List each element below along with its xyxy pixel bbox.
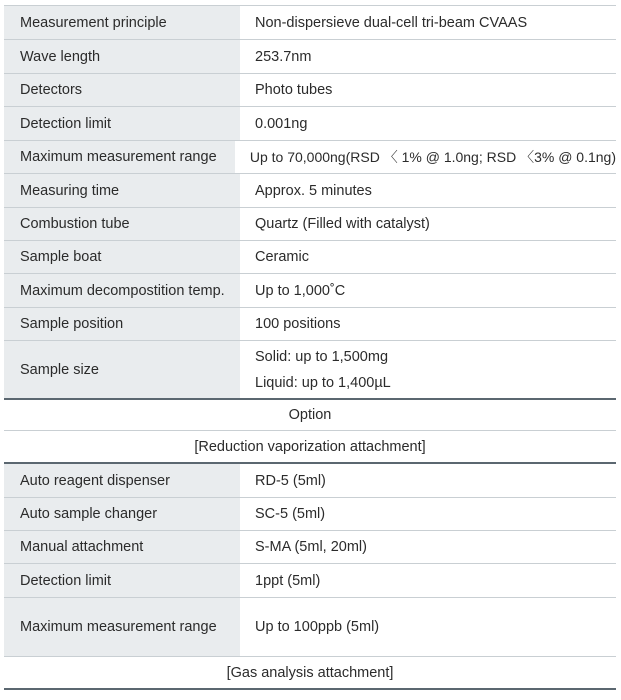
spec-row-sample-position	[4, 308, 616, 341]
spec-value	[240, 341, 616, 398]
spec-row-sample-size	[4, 341, 616, 398]
spec-label: Measurement principle	[4, 6, 240, 39]
spec-label: Auto reagent dispenser	[4, 464, 240, 497]
reduction-row-auto-reagent-dispenser	[4, 464, 616, 498]
spec-label: Measuring time	[4, 174, 240, 207]
gas-analysis-attachment-heading: [Gas analysis attachment]	[4, 656, 616, 690]
spec-label: Combustion tube	[4, 208, 240, 240]
spec-label: Auto sample changer	[4, 498, 240, 530]
reduction-row-manual-attachment	[4, 531, 616, 564]
spec-value: Up to 1,000˚C	[240, 274, 616, 307]
spec-value: Up to 70,000ng(RSD 〈 1% @ 1.0ng; RSD 〈3% @ 0.1ng)	[235, 141, 616, 173]
spec-label: Sample boat	[4, 241, 240, 273]
spec-value: Non-dispersieve dual-cell tri-beam CVAAS	[240, 6, 616, 39]
spec-value: Up to 100ppb (5ml)	[240, 598, 616, 656]
spec-value: RD-5 (5ml)	[240, 464, 616, 497]
spec-row-maximum-measurement-range	[4, 141, 616, 174]
spec-row-wave-length	[4, 40, 616, 74]
spec-value: Photo tubes	[240, 74, 616, 106]
spec-row-sample-boat	[4, 241, 616, 274]
spec-value: Approx. 5 minutes	[240, 174, 616, 207]
reduction-attachment-heading: [Reduction vaporization attachment]	[4, 431, 616, 464]
spec-label: Detection limit	[4, 564, 240, 597]
spec-row-detection-limit	[4, 107, 616, 141]
spec-value: 1ppt (5ml)	[240, 564, 616, 597]
spec-value: Ceramic	[240, 241, 616, 273]
reduction-row-auto-sample-changer	[4, 498, 616, 531]
reduction-row-detection-limit	[4, 564, 616, 598]
spec-label: Maximum measurement range	[4, 598, 240, 656]
spec-label: Maximum decompostition temp.	[4, 274, 240, 307]
spec-table	[4, 5, 616, 690]
spec-row-measurement-principle	[4, 5, 616, 40]
spec-label: Wave length	[4, 40, 240, 73]
spec-label: Detection limit	[4, 107, 240, 140]
spec-value: SC-5 (5ml)	[240, 498, 616, 530]
spec-value: 253.7nm	[240, 40, 616, 73]
spec-label: Detectors	[4, 74, 240, 106]
spec-label: Sample position	[4, 308, 240, 340]
spec-row-combustion-tube	[4, 208, 616, 241]
spec-value: 100 positions	[240, 308, 616, 340]
spec-label: Manual attachment	[4, 531, 240, 563]
sample-size-solid: Solid: up to 1,500mg	[255, 348, 389, 365]
spec-row-maximum-decomposition-temp	[4, 274, 616, 308]
spec-label: Sample size	[4, 341, 240, 398]
spec-label: Maximum measurement range	[4, 141, 235, 173]
option-heading: Option	[4, 398, 616, 431]
spec-value: Quartz (Filled with catalyst)	[240, 208, 616, 240]
spec-row-measuring-time	[4, 174, 616, 208]
spec-value: 0.001ng	[240, 107, 616, 140]
sample-size-liquid: Liquid: up to 1,400µL	[255, 374, 391, 391]
spec-value: S-MA (5ml, 20ml)	[240, 531, 616, 563]
spec-row-detectors	[4, 74, 616, 107]
reduction-row-maximum-measurement-range	[4, 598, 616, 656]
